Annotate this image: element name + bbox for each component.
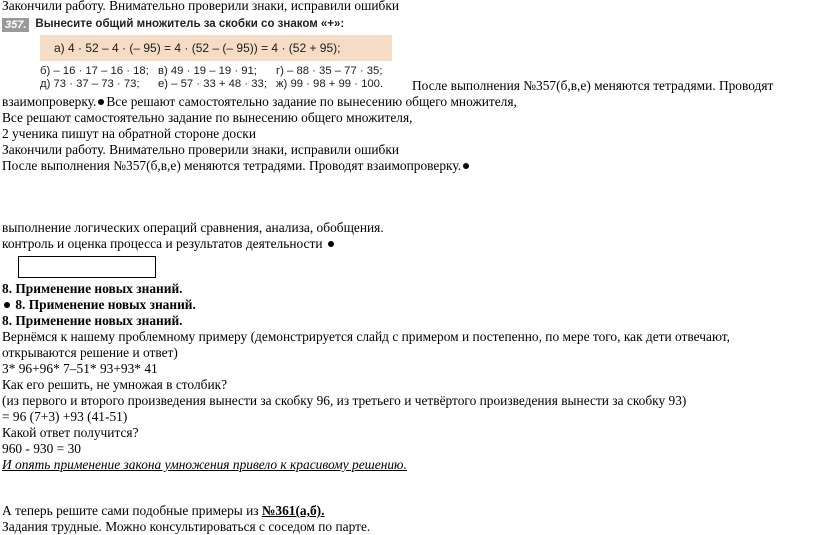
bullet-icon (4, 302, 10, 308)
empty-table-cell (18, 256, 156, 278)
text-line-1 (2, 94, 517, 110)
item-zh: ж) 99 · 98 + 99 · 100. (276, 78, 384, 90)
section-heading-1: 8. Применение новых знаний. (2, 281, 183, 296)
top-line: Закончили работу. Внимательно проверили знаки, исправили ошибки (2, 0, 399, 13)
bullet-icon (463, 163, 469, 169)
item-e: е) – 57 · 33 + 48 · 33; (158, 78, 267, 90)
analysis-line: выполнение логических операций сравнения, анализа, обобщения. (2, 220, 384, 235)
body-a1: (из первого и второго произведения вынести за скобку 96, из третьего и четвёртого произведения вынести за скобку 93) (2, 393, 687, 408)
exercise-task: Вынесите общий множитель за скобки со знаком «+»: (35, 18, 345, 31)
textbook-excerpt (0, 14, 398, 90)
homework-line (2, 503, 324, 519)
body-q2: Какой ответ получится? (2, 425, 139, 440)
line-text: 8. Применение новых знаний. (15, 297, 196, 312)
section-heading-2 (2, 297, 196, 313)
body-a3: 960 - 930 = 30 (2, 441, 81, 456)
exercise-row-2 (40, 77, 383, 93)
bullet-icon (328, 241, 334, 247)
bullet-icon (98, 99, 104, 105)
line-text: Все решают самостоятельно задание по вынесению общего множителя, (106, 94, 517, 109)
text-line-3: 2 ученика пишут на обратной стороне доски (2, 126, 256, 141)
item-d: д) 73 · 37 – 73 · 73; (40, 78, 140, 90)
worked-example: а) 4 · 52 – 4 · (– 95) = 4 · (52 – (– 95)) = 4 · (52 + 95); (40, 35, 392, 61)
item-b: б) – 16 · 17 – 16 · 18; (40, 65, 149, 77)
body-p1b: открываются решение и ответ) (2, 345, 178, 360)
line-text: А теперь решите сами подобные примеры из (2, 503, 262, 518)
line-text: контроль и оценка процесса и результатов деятельности (2, 236, 323, 251)
body-expr: 3* 96+96* 7–51* 93+93* 41 (2, 361, 158, 376)
body-q1: Как его решить, не умножая в столбик? (2, 377, 228, 392)
body-a2: = 96 (7+3) +93 (41-51) (2, 409, 128, 424)
textbook-header (0, 17, 344, 33)
item-v: в) 49 · 19 – 19 · 91; (158, 65, 257, 77)
text-line-2: Все решают самостоятельно задание по вынесению общего множителя, (2, 110, 413, 125)
right-line: После выполнения №357(б,в,е) меняются тетрадями. Проводят (412, 78, 774, 93)
item-g: г) – 88 · 35 – 77 · 35; (276, 65, 383, 77)
line-text: После выполнения №357(б,в,е) меняются тетрадями. Проводят взаимопроверку. (2, 158, 462, 173)
body-conclusion: И опять применение закона умножения привело к красивому решению. (2, 457, 407, 472)
text-line-5 (2, 158, 471, 174)
text-line-4: Закончили работу. Внимательно проверили знаки, исправили ошибки (2, 142, 399, 157)
control-line (2, 236, 336, 252)
exercise-number: 357. (2, 18, 29, 32)
section-heading-3: 8. Применение новых знаний. (2, 313, 183, 328)
last-line: Задания трудные. Можно консультироваться с соседом по парте. (2, 519, 371, 534)
homework-reference: №361(а,б). (261, 503, 325, 518)
body-p1: Вернёмся к нашему проблемному примеру (демонстрируется слайд с примером и постепенно, по мере того, как дети отвечают, (2, 329, 730, 344)
line-text: взаимопроверку. (2, 94, 97, 109)
